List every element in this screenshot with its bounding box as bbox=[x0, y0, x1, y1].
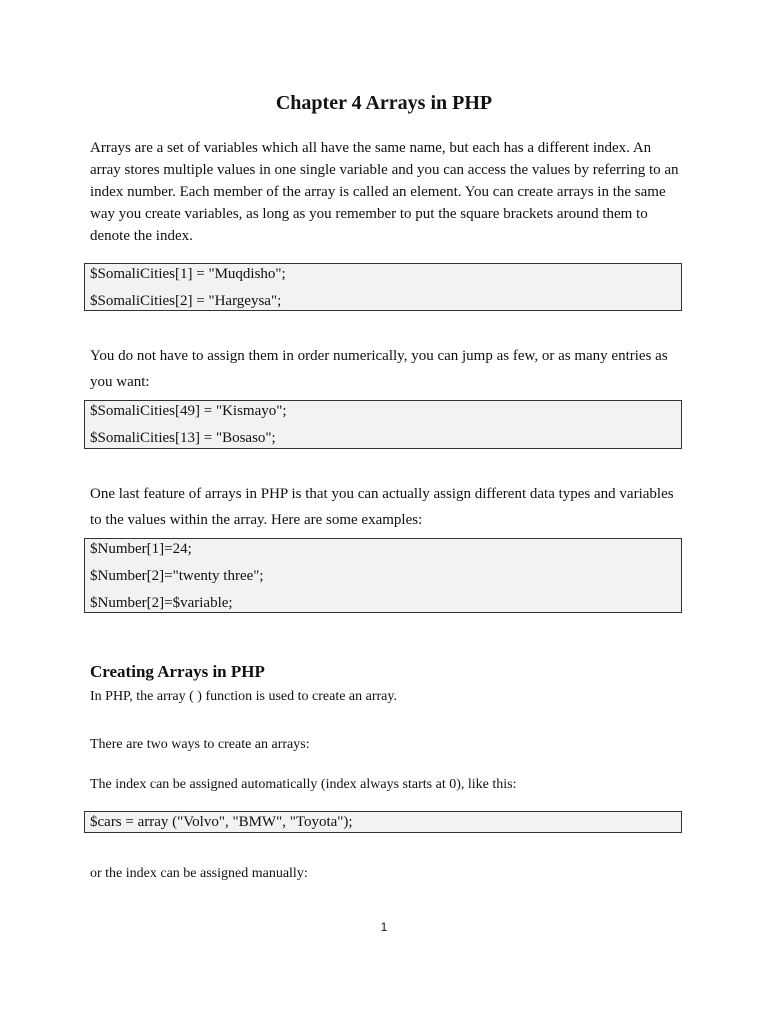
code-line: $SomaliCities[1] = "Muqdisho"; bbox=[90, 266, 286, 282]
section-heading: Creating Arrays in PHP bbox=[90, 662, 265, 681]
chapter-title: Chapter 4 Arrays in PHP bbox=[275, 92, 493, 114]
intro-paragraph: Arrays are a set of variables which all have the same name, but each has a different index. An array stores multiple values in one single variable and you can access the values by referring to an index number. Each member of the array is called an element. You can create arrays in the same way you create variables, as long as you remember to put the square brackets around them to denote the index. bbox=[90, 140, 679, 244]
section-line-3: The index can be assigned automatically (index always starts at 0), like this: bbox=[90, 777, 517, 792]
paragraph-3: One last feature of arrays in PHP is that you can actually assign different data types and variables to the values within the array. Here are some examples: bbox=[90, 486, 674, 528]
code-line: $Number[2]=$variable; bbox=[90, 595, 233, 611]
code-block-1 bbox=[84, 263, 682, 311]
code-line: $SomaliCities[49] = "Kismayo"; bbox=[90, 403, 287, 419]
code-block-3 bbox=[84, 538, 682, 613]
code-line: $SomaliCities[2] = "Hargeysa"; bbox=[90, 293, 282, 309]
paragraph-2: You do not have to assign them in order numerically, you can jump as few, or as many entries as you want: bbox=[90, 348, 668, 390]
section-line-1: In PHP, the array ( ) function is used to create an array. bbox=[90, 689, 397, 704]
code-line: $Number[1]=24; bbox=[90, 541, 192, 557]
code-block-2 bbox=[84, 400, 682, 449]
section-line-4: or the index can be assigned manually: bbox=[90, 866, 308, 881]
code-block-4 bbox=[84, 811, 682, 833]
code-line: $Number[2]="twenty three"; bbox=[90, 568, 264, 584]
code-line: $cars = array ("Volvo", "BMW", "Toyota"); bbox=[90, 814, 353, 830]
code-line: $SomaliCities[13] = "Bosaso"; bbox=[90, 430, 276, 446]
section-line-2: There are two ways to create an arrays: bbox=[90, 737, 310, 752]
page-number: 1 bbox=[380, 920, 388, 934]
